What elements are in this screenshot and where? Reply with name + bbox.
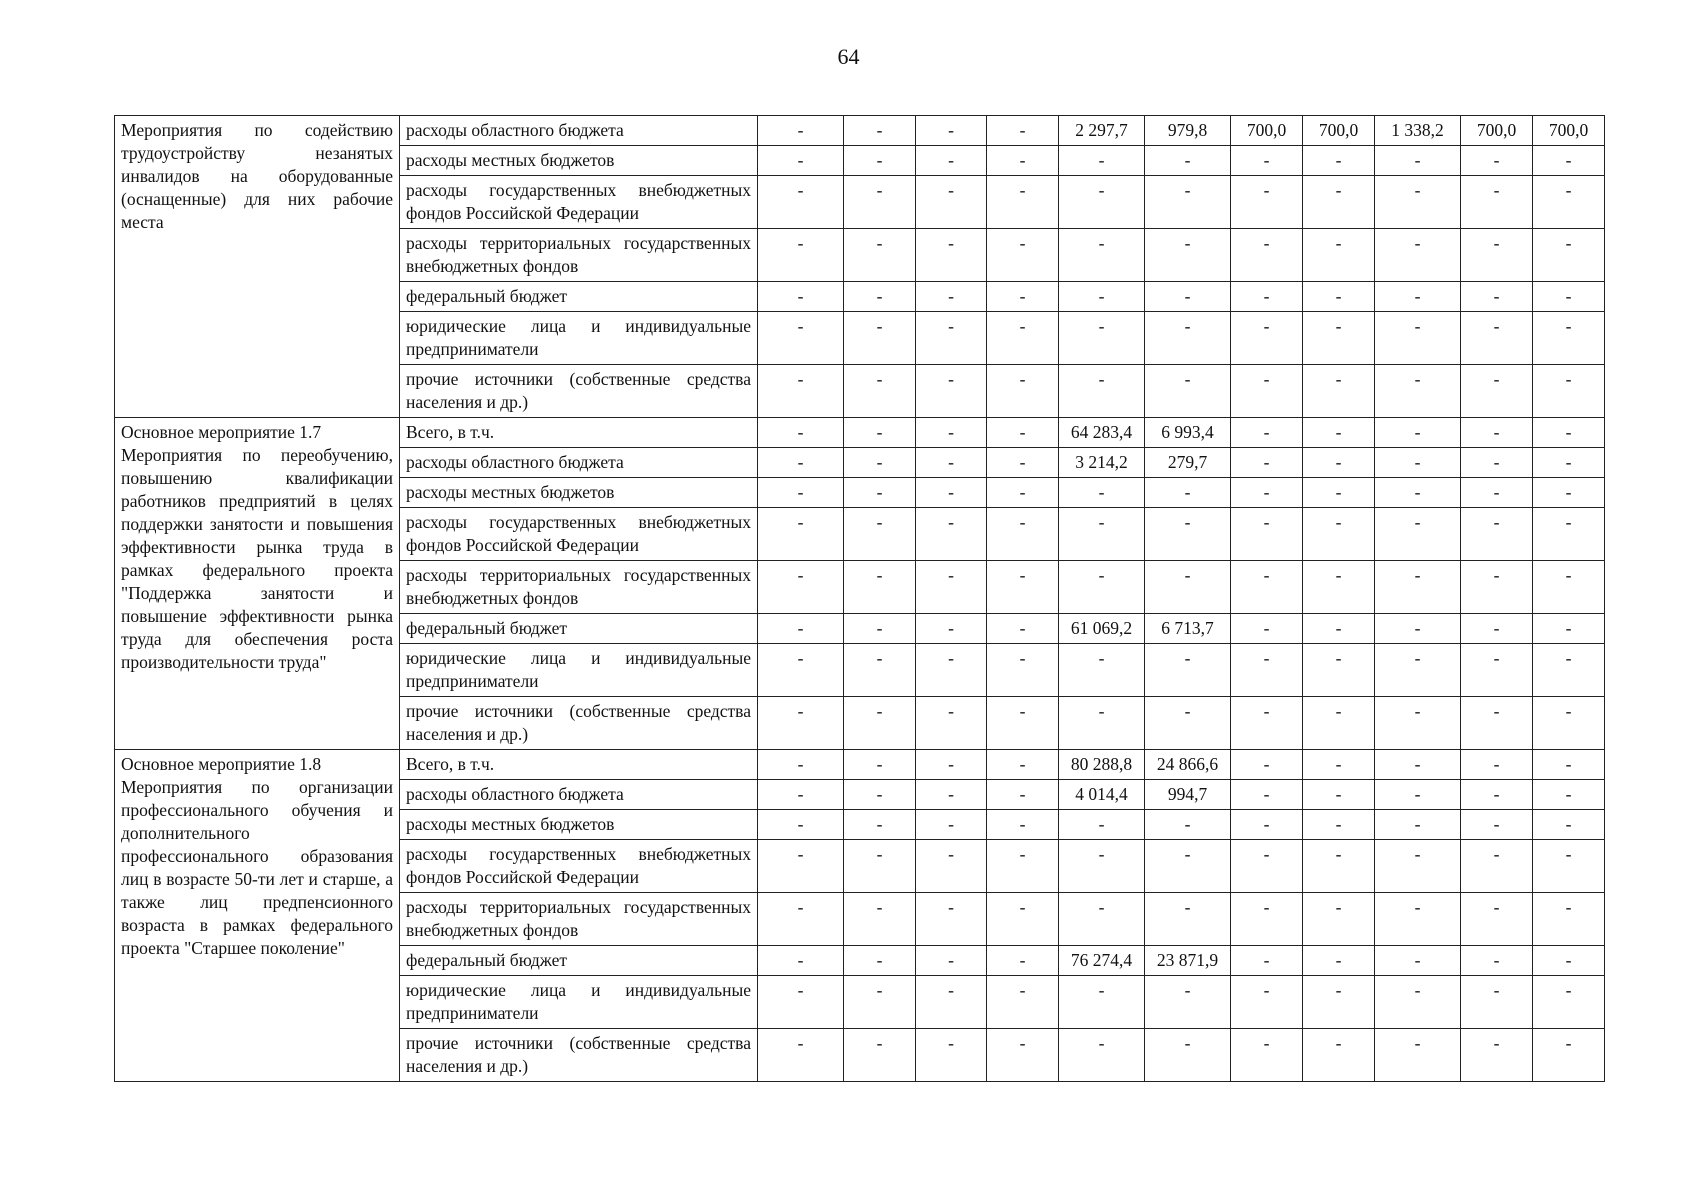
value-cell: - bbox=[1231, 893, 1303, 946]
value-cell: - bbox=[1145, 282, 1231, 312]
value-cell: - bbox=[916, 614, 987, 644]
value-cell: - bbox=[1303, 282, 1375, 312]
value-cell: - bbox=[1533, 508, 1605, 561]
value-cell: - bbox=[844, 116, 916, 146]
value-cell: - bbox=[1059, 697, 1145, 750]
value-cell: - bbox=[916, 976, 987, 1029]
value-cell: - bbox=[844, 146, 916, 176]
value-cell: - bbox=[987, 697, 1059, 750]
value-cell: - bbox=[987, 780, 1059, 810]
value-cell: 700,0 bbox=[1533, 116, 1605, 146]
value-cell: - bbox=[1231, 418, 1303, 448]
value-cell: - bbox=[1375, 508, 1461, 561]
value-cell: - bbox=[987, 561, 1059, 614]
value-cell: - bbox=[1303, 418, 1375, 448]
value-cell: - bbox=[844, 508, 916, 561]
value-cell: - bbox=[758, 840, 844, 893]
value-cell: - bbox=[758, 418, 844, 448]
funding-source-cell: расходы территориальных государственных внебюджетных фондов bbox=[400, 229, 758, 282]
value-cell: - bbox=[1231, 810, 1303, 840]
table-body bbox=[115, 116, 1605, 1082]
financing-table bbox=[114, 115, 1605, 1082]
value-cell: - bbox=[1375, 614, 1461, 644]
value-cell: - bbox=[1533, 893, 1605, 946]
value-cell: - bbox=[1145, 644, 1231, 697]
value-cell: - bbox=[916, 1029, 987, 1082]
value-cell: - bbox=[1375, 780, 1461, 810]
funding-source-cell: расходы местных бюджетов bbox=[400, 478, 758, 508]
value-cell: - bbox=[1231, 508, 1303, 561]
value-cell: - bbox=[1231, 697, 1303, 750]
value-cell: - bbox=[1231, 282, 1303, 312]
value-cell: - bbox=[1231, 946, 1303, 976]
value-cell: - bbox=[1461, 508, 1533, 561]
value-cell: - bbox=[987, 418, 1059, 448]
value-cell: - bbox=[758, 810, 844, 840]
value-cell: - bbox=[916, 365, 987, 418]
value-cell: - bbox=[1145, 176, 1231, 229]
value-cell: - bbox=[758, 229, 844, 282]
value-cell: - bbox=[1461, 176, 1533, 229]
value-cell: - bbox=[1145, 810, 1231, 840]
value-cell: - bbox=[1461, 365, 1533, 418]
value-cell: - bbox=[844, 893, 916, 946]
value-cell: - bbox=[1533, 976, 1605, 1029]
value-cell: 64 283,4 bbox=[1059, 418, 1145, 448]
value-cell: - bbox=[758, 478, 844, 508]
value-cell: 700,0 bbox=[1303, 116, 1375, 146]
value-cell: - bbox=[1059, 1029, 1145, 1082]
value-cell: - bbox=[1375, 644, 1461, 697]
value-cell: - bbox=[1145, 508, 1231, 561]
value-cell: - bbox=[1303, 146, 1375, 176]
measure-cell bbox=[115, 750, 400, 1082]
value-cell: 61 069,2 bbox=[1059, 614, 1145, 644]
value-cell: - bbox=[916, 418, 987, 448]
value-cell: - bbox=[916, 893, 987, 946]
funding-source-cell: расходы областного бюджета bbox=[400, 780, 758, 810]
value-cell: - bbox=[1533, 780, 1605, 810]
funding-source-cell: расходы местных бюджетов bbox=[400, 810, 758, 840]
value-cell: - bbox=[1059, 365, 1145, 418]
value-cell: - bbox=[1533, 561, 1605, 614]
value-cell: - bbox=[1533, 750, 1605, 780]
value-cell: - bbox=[1533, 176, 1605, 229]
value-cell: - bbox=[916, 750, 987, 780]
value-cell: - bbox=[1303, 976, 1375, 1029]
value-cell: - bbox=[1231, 1029, 1303, 1082]
measure-head: Основное мероприятие 1.8 bbox=[121, 754, 322, 774]
value-cell: - bbox=[844, 418, 916, 448]
value-cell: - bbox=[1231, 614, 1303, 644]
value-cell: - bbox=[844, 946, 916, 976]
value-cell: - bbox=[916, 282, 987, 312]
value-cell: - bbox=[916, 508, 987, 561]
value-cell: - bbox=[1059, 561, 1145, 614]
value-cell: - bbox=[844, 840, 916, 893]
measure-cell bbox=[115, 116, 400, 418]
value-cell: - bbox=[1461, 229, 1533, 282]
value-cell: 979,8 bbox=[1145, 116, 1231, 146]
value-cell: - bbox=[1145, 1029, 1231, 1082]
measure-cell bbox=[115, 418, 400, 750]
value-cell: - bbox=[844, 312, 916, 365]
value-cell: - bbox=[987, 614, 1059, 644]
value-cell: - bbox=[1145, 478, 1231, 508]
value-cell: - bbox=[987, 176, 1059, 229]
funding-source-cell: юридические лица и индивидуальные предприниматели bbox=[400, 644, 758, 697]
value-cell: - bbox=[1375, 478, 1461, 508]
value-cell: - bbox=[1533, 840, 1605, 893]
value-cell: - bbox=[1145, 312, 1231, 365]
value-cell: - bbox=[916, 810, 987, 840]
value-cell: - bbox=[758, 614, 844, 644]
value-cell: - bbox=[1375, 561, 1461, 614]
funding-source-cell: расходы территориальных государственных внебюджетных фондов bbox=[400, 561, 758, 614]
value-cell: - bbox=[844, 229, 916, 282]
value-cell: - bbox=[1461, 282, 1533, 312]
value-cell: - bbox=[1375, 418, 1461, 448]
value-cell: - bbox=[1375, 697, 1461, 750]
value-cell: - bbox=[987, 1029, 1059, 1082]
value-cell: - bbox=[758, 976, 844, 1029]
value-cell: - bbox=[987, 229, 1059, 282]
value-cell: 700,0 bbox=[1461, 116, 1533, 146]
funding-source-cell: федеральный бюджет bbox=[400, 946, 758, 976]
value-cell: - bbox=[758, 146, 844, 176]
value-cell: - bbox=[1231, 448, 1303, 478]
value-cell: - bbox=[1303, 697, 1375, 750]
value-cell: - bbox=[758, 893, 844, 946]
value-cell: - bbox=[1461, 478, 1533, 508]
value-cell: - bbox=[1145, 561, 1231, 614]
value-cell: - bbox=[1461, 561, 1533, 614]
funding-source-cell: прочие источники (собственные средства населения и др.) bbox=[400, 1029, 758, 1082]
value-cell: - bbox=[844, 448, 916, 478]
value-cell: - bbox=[987, 508, 1059, 561]
value-cell: - bbox=[1461, 976, 1533, 1029]
value-cell: - bbox=[1533, 312, 1605, 365]
value-cell: - bbox=[1533, 697, 1605, 750]
value-cell: - bbox=[987, 312, 1059, 365]
value-cell: - bbox=[1461, 840, 1533, 893]
value-cell: - bbox=[1231, 146, 1303, 176]
value-cell: - bbox=[1303, 176, 1375, 229]
measure-title: Мероприятия по содействию трудоустройству незанятых инвалидов на оборудованные (оснащенные) для них рабочие места bbox=[121, 120, 393, 232]
funding-source-cell: Всего, в т.ч. bbox=[400, 418, 758, 448]
value-cell: - bbox=[1303, 508, 1375, 561]
value-cell: - bbox=[1375, 448, 1461, 478]
value-cell: - bbox=[1533, 810, 1605, 840]
value-cell: - bbox=[1303, 946, 1375, 976]
table-row bbox=[115, 418, 1605, 448]
value-cell: - bbox=[758, 750, 844, 780]
value-cell: - bbox=[1059, 478, 1145, 508]
value-cell: - bbox=[1461, 810, 1533, 840]
value-cell: - bbox=[987, 478, 1059, 508]
value-cell: - bbox=[1533, 614, 1605, 644]
value-cell: - bbox=[1303, 365, 1375, 418]
funding-source-cell: расходы государственных внебюджетных фондов Российской Федерации bbox=[400, 840, 758, 893]
page-number: 64 bbox=[837, 44, 860, 69]
value-cell: - bbox=[916, 840, 987, 893]
value-cell: - bbox=[758, 176, 844, 229]
value-cell: - bbox=[1145, 840, 1231, 893]
funding-source-cell: расходы местных бюджетов bbox=[400, 146, 758, 176]
value-cell: - bbox=[844, 1029, 916, 1082]
value-cell: - bbox=[1461, 418, 1533, 448]
value-cell: - bbox=[1533, 365, 1605, 418]
value-cell: - bbox=[916, 644, 987, 697]
value-cell: - bbox=[1533, 282, 1605, 312]
value-cell: 76 274,4 bbox=[1059, 946, 1145, 976]
value-cell: - bbox=[1461, 946, 1533, 976]
value-cell: - bbox=[844, 614, 916, 644]
value-cell: - bbox=[987, 365, 1059, 418]
value-cell: - bbox=[1461, 146, 1533, 176]
value-cell: - bbox=[1303, 448, 1375, 478]
value-cell: - bbox=[1533, 946, 1605, 976]
value-cell: - bbox=[1231, 365, 1303, 418]
value-cell: - bbox=[1145, 365, 1231, 418]
value-cell: - bbox=[1375, 976, 1461, 1029]
funding-source-cell: юридические лица и индивидуальные предприниматели bbox=[400, 976, 758, 1029]
table-row bbox=[115, 750, 1605, 780]
value-cell: - bbox=[758, 116, 844, 146]
value-cell: - bbox=[916, 116, 987, 146]
value-cell: - bbox=[758, 644, 844, 697]
value-cell: - bbox=[1231, 229, 1303, 282]
value-cell: - bbox=[844, 365, 916, 418]
value-cell: - bbox=[1059, 976, 1145, 1029]
value-cell: - bbox=[1303, 561, 1375, 614]
value-cell: - bbox=[1059, 282, 1145, 312]
value-cell: - bbox=[758, 365, 844, 418]
value-cell: 6 993,4 bbox=[1145, 418, 1231, 448]
value-cell: - bbox=[987, 750, 1059, 780]
value-cell: - bbox=[844, 810, 916, 840]
value-cell: - bbox=[987, 946, 1059, 976]
measure-head: Основное мероприятие 1.7 bbox=[121, 422, 322, 442]
value-cell: - bbox=[1303, 312, 1375, 365]
value-cell: - bbox=[1231, 312, 1303, 365]
value-cell: - bbox=[1231, 780, 1303, 810]
value-cell: - bbox=[1303, 840, 1375, 893]
value-cell: - bbox=[844, 644, 916, 697]
value-cell: - bbox=[987, 644, 1059, 697]
value-cell: - bbox=[1303, 614, 1375, 644]
value-cell: 279,7 bbox=[1145, 448, 1231, 478]
value-cell: 3 214,2 bbox=[1059, 448, 1145, 478]
value-cell: - bbox=[1145, 976, 1231, 1029]
value-cell: - bbox=[1303, 780, 1375, 810]
value-cell: - bbox=[1375, 893, 1461, 946]
value-cell: - bbox=[1059, 644, 1145, 697]
value-cell: - bbox=[844, 176, 916, 229]
measure-title: Мероприятия по переобучению, повышению квалификации работников предприятий в целях поддержки занятости и повышения эффективности рынка труда в рамках федерального проекта "Поддержка занятости и повышение эффективности рынка труда для обеспечения роста производительности труда" bbox=[121, 445, 393, 672]
value-cell: - bbox=[1303, 229, 1375, 282]
value-cell: - bbox=[1375, 750, 1461, 780]
value-cell: - bbox=[1461, 893, 1533, 946]
funding-source-cell: прочие источники (собственные средства населения и др.) bbox=[400, 365, 758, 418]
value-cell: - bbox=[987, 448, 1059, 478]
value-cell: - bbox=[1059, 810, 1145, 840]
value-cell: - bbox=[758, 1029, 844, 1082]
value-cell: 2 297,7 bbox=[1059, 116, 1145, 146]
funding-source-cell: федеральный бюджет bbox=[400, 282, 758, 312]
value-cell: - bbox=[1059, 840, 1145, 893]
value-cell: - bbox=[844, 697, 916, 750]
value-cell: - bbox=[916, 946, 987, 976]
value-cell: - bbox=[1533, 418, 1605, 448]
value-cell: - bbox=[1231, 840, 1303, 893]
value-cell: - bbox=[1533, 478, 1605, 508]
value-cell: - bbox=[1375, 365, 1461, 418]
value-cell: - bbox=[987, 840, 1059, 893]
value-cell: - bbox=[844, 282, 916, 312]
value-cell: - bbox=[1461, 448, 1533, 478]
value-cell: - bbox=[1145, 893, 1231, 946]
value-cell: - bbox=[1231, 478, 1303, 508]
value-cell: - bbox=[1375, 1029, 1461, 1082]
value-cell: - bbox=[916, 448, 987, 478]
value-cell: - bbox=[844, 976, 916, 1029]
value-cell: 23 871,9 bbox=[1145, 946, 1231, 976]
value-cell: 80 288,8 bbox=[1059, 750, 1145, 780]
value-cell: - bbox=[1375, 146, 1461, 176]
funding-source-cell: Всего, в т.ч. bbox=[400, 750, 758, 780]
value-cell: - bbox=[844, 780, 916, 810]
value-cell: - bbox=[1059, 508, 1145, 561]
funding-source-cell: расходы областного бюджета bbox=[400, 448, 758, 478]
value-cell: - bbox=[1461, 1029, 1533, 1082]
value-cell: - bbox=[1145, 146, 1231, 176]
funding-source-cell: прочие источники (собственные средства населения и др.) bbox=[400, 697, 758, 750]
value-cell: - bbox=[916, 780, 987, 810]
value-cell: - bbox=[987, 893, 1059, 946]
value-cell: - bbox=[844, 478, 916, 508]
value-cell: - bbox=[916, 697, 987, 750]
value-cell: - bbox=[1145, 697, 1231, 750]
value-cell: 24 866,6 bbox=[1145, 750, 1231, 780]
value-cell: - bbox=[1303, 1029, 1375, 1082]
value-cell: - bbox=[1375, 229, 1461, 282]
value-cell: - bbox=[758, 312, 844, 365]
value-cell: - bbox=[1231, 644, 1303, 697]
value-cell: - bbox=[1533, 146, 1605, 176]
value-cell: - bbox=[1375, 282, 1461, 312]
value-cell: - bbox=[1375, 810, 1461, 840]
value-cell: - bbox=[916, 478, 987, 508]
table-row bbox=[115, 116, 1605, 146]
funding-source-cell: юридические лица и индивидуальные предприниматели bbox=[400, 312, 758, 365]
value-cell: 4 014,4 bbox=[1059, 780, 1145, 810]
value-cell: - bbox=[1059, 146, 1145, 176]
value-cell: - bbox=[758, 780, 844, 810]
value-cell: - bbox=[1303, 750, 1375, 780]
value-cell: - bbox=[1461, 780, 1533, 810]
value-cell: - bbox=[916, 229, 987, 282]
value-cell: - bbox=[1059, 893, 1145, 946]
measure-title: Мероприятия по организации профессионального обучения и дополнительного профессионального образования лиц в возрасте 50-ти лет и старше, а также лиц предпенсионного возраста в рамках федерального проекта "Старшее поколение" bbox=[121, 777, 393, 958]
value-cell: - bbox=[916, 561, 987, 614]
funding-source-cell: федеральный бюджет bbox=[400, 614, 758, 644]
value-cell: - bbox=[1375, 946, 1461, 976]
value-cell: - bbox=[1231, 750, 1303, 780]
funding-source-cell: расходы государственных внебюджетных фондов Российской Федерации bbox=[400, 508, 758, 561]
value-cell: - bbox=[758, 946, 844, 976]
funding-source-cell: расходы территориальных государственных внебюджетных фондов bbox=[400, 893, 758, 946]
funding-source-cell: расходы областного бюджета bbox=[400, 116, 758, 146]
value-cell: - bbox=[1231, 561, 1303, 614]
value-cell: - bbox=[758, 697, 844, 750]
value-cell: - bbox=[758, 448, 844, 478]
value-cell: - bbox=[1461, 750, 1533, 780]
value-cell: - bbox=[758, 561, 844, 614]
value-cell: - bbox=[916, 146, 987, 176]
value-cell: - bbox=[916, 176, 987, 229]
value-cell: - bbox=[1533, 1029, 1605, 1082]
value-cell: - bbox=[1145, 229, 1231, 282]
value-cell: - bbox=[987, 146, 1059, 176]
value-cell: - bbox=[1533, 448, 1605, 478]
value-cell: - bbox=[1303, 644, 1375, 697]
value-cell: - bbox=[1375, 176, 1461, 229]
value-cell: - bbox=[1059, 176, 1145, 229]
value-cell: - bbox=[987, 116, 1059, 146]
value-cell: - bbox=[1059, 229, 1145, 282]
value-cell: - bbox=[1461, 644, 1533, 697]
value-cell: 1 338,2 bbox=[1375, 116, 1461, 146]
value-cell: 994,7 bbox=[1145, 780, 1231, 810]
value-cell: - bbox=[987, 976, 1059, 1029]
value-cell: - bbox=[758, 282, 844, 312]
value-cell: - bbox=[987, 810, 1059, 840]
value-cell: - bbox=[1375, 840, 1461, 893]
value-cell: - bbox=[1231, 176, 1303, 229]
value-cell: - bbox=[1375, 312, 1461, 365]
value-cell: - bbox=[916, 312, 987, 365]
value-cell: - bbox=[1303, 810, 1375, 840]
value-cell: - bbox=[844, 750, 916, 780]
value-cell: - bbox=[987, 282, 1059, 312]
value-cell: - bbox=[1533, 644, 1605, 697]
value-cell: - bbox=[1059, 312, 1145, 365]
value-cell: - bbox=[1303, 478, 1375, 508]
value-cell: - bbox=[844, 561, 916, 614]
value-cell: - bbox=[1461, 697, 1533, 750]
value-cell: 6 713,7 bbox=[1145, 614, 1231, 644]
value-cell: 700,0 bbox=[1231, 116, 1303, 146]
value-cell: - bbox=[1231, 976, 1303, 1029]
value-cell: - bbox=[1461, 312, 1533, 365]
funding-source-cell: расходы государственных внебюджетных фондов Российской Федерации bbox=[400, 176, 758, 229]
value-cell: - bbox=[1461, 614, 1533, 644]
value-cell: - bbox=[1533, 229, 1605, 282]
value-cell: - bbox=[758, 508, 844, 561]
value-cell: - bbox=[1303, 893, 1375, 946]
